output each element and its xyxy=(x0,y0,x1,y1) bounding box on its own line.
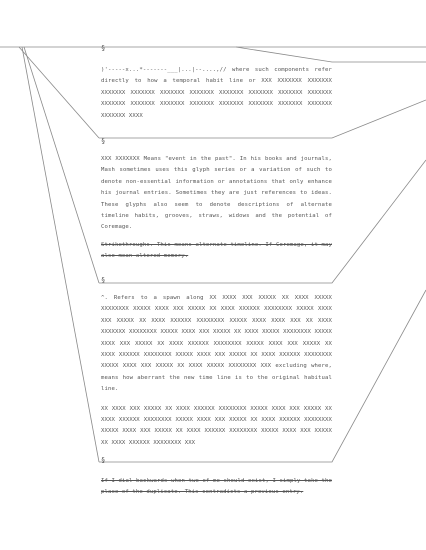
left-diverging-line-2 xyxy=(24,47,99,283)
section-3-paragraph: ^. Refers to a spawn along XX XXXX XXX XXXXX XX XXXX XXXXX XXXXXXXX XXXXX XXXX XXX XXXXX XX XXXX XXXXXX XXXXXXXX XXXXX XXXX XXX XXXXX XX XXXX XXXXXX XXXXXXXX XXXXX XXXX XXXX XXX XX XXXX XXXXXXX XXXXXXXX XXXXX XXXX XXX XXXXX XX XXXX XXXXX XXXXXXXX XXXXX XXXX XXX XXXXX XX XXXX XXXXXX XXXXXXXX XXXXX XXXX XXX XXXXX XX XXXX XXXXXX XXXXXXXX XXXXX XXXX XXX XXXXX XX XXXX XXXXXX XXXXXXXX XXXXX XXXX XXX XXXXX XX XXXX XXXXX XXXXXXXX XXX excluding where, means how aberrant the new time line is to the original habitual line. xyxy=(101,295,332,393)
section-2-strikethrough: Strikethroughs. This means alternate timeline. If Coremage, it may also mean altered memory. xyxy=(101,241,332,260)
section-marker-2: § xyxy=(101,137,106,145)
section-marker-1: § xyxy=(101,44,106,52)
section-4-strikethrough: If I dial backwards when two of me should exist, I simply take the place of the duplicate. This contradicts a previous entry. xyxy=(101,478,332,496)
section-2-text xyxy=(101,154,332,263)
section-4-text xyxy=(101,476,332,499)
section-marker-3: § xyxy=(101,276,106,284)
section-2-paragraph: XXX XXXXXXX Means "event in the past". In his books and journals, Mash sometimes uses this glyph series or a variation of such to denote non-essential information or annotations that only enhance his journal entries. Sometimes they are just references to ideas. These glyphs also seem to denote descriptions of alternate timeline habits, grooves, straws, widows and the potential of Coremage. xyxy=(101,156,332,231)
left-diverging-line-1 xyxy=(19,47,99,138)
section-3-text xyxy=(101,293,332,449)
section-1-text xyxy=(101,65,332,122)
section-3-paragraph-2: XX XXXX XXX XXXXX XX XXXX XXXXXX XXXXXXXX XXXXX XXXX XXX XXXXX XX XXXX XXXXXX XXXXXXXX XXXXX XXXX XXX XXXXX XX XXXX XXXXXX XXXXXXXX XXXXX XXXX XXX XXXXX XX XXXX XXXXXX XXXXXXXX XXXXX XXXX XXX XXXXX XX XXXX XXXXXX XXXXXXXX XXX xyxy=(101,405,332,446)
section-1-paragraph: )'-----x...*-------___|...|--....,// where such components refer directly to how a temporal habit line or XXX XXXXXXX XXXXXXX XXXXXXX XXXXXXX XXXXXXX XXXXXXX XXXXXXX XXXXXXX XXXXXXX XXXXXXX XXXXXXX XXXXXXX XXXXXXX XXXXXXX XXXXXXX XXXXXXX XXXXXXX XXXXXXX XXXXXXX XXXX xyxy=(101,67,332,119)
branch-1-shape xyxy=(236,47,426,62)
left-diverging-line-3 xyxy=(22,47,99,462)
section-marker-4: § xyxy=(101,456,106,464)
